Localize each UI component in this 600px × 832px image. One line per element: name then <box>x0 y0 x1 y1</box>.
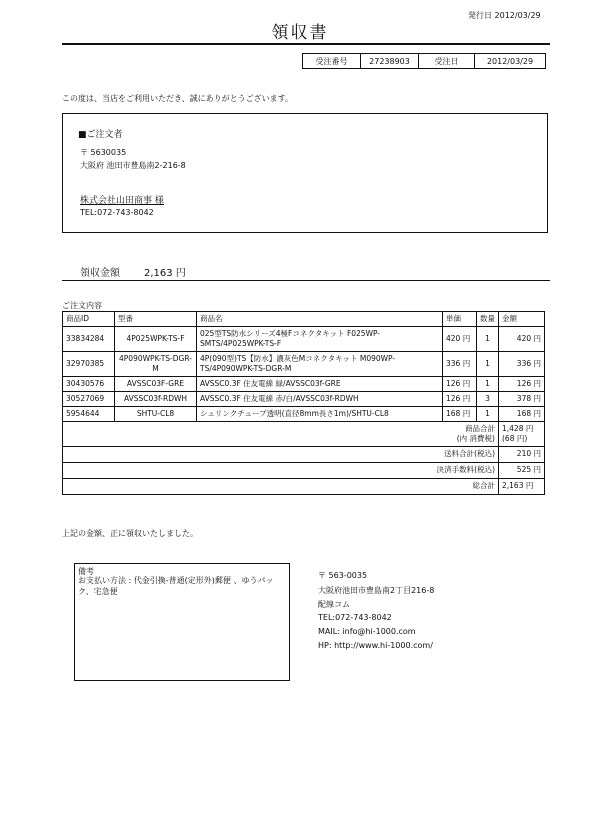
notes-text: お支払い方法 : 代金引換-普通(定形外)郵便 、ゆうパック、宅急便 <box>78 576 274 596</box>
shop-name: 配線コム <box>318 600 350 609</box>
row-model: SHTU-CL8 <box>115 407 197 422</box>
order-info-box <box>302 53 546 69</box>
table-row <box>63 377 545 392</box>
header-product-id: 商品ID <box>63 312 115 327</box>
row-unit-price: 126 円 <box>443 392 477 407</box>
amount-value: 2,163 円 <box>144 268 186 279</box>
row-model: 4P090WPK-TS-DGR-M <box>115 352 197 377</box>
payment-fee-value: 525 円 <box>499 463 545 479</box>
shipping-row <box>63 447 545 463</box>
total-row <box>63 479 545 495</box>
header-quantity: 数量 <box>477 312 499 327</box>
greeting-text: この度は、当店をご利用いただき、誠にありがとうございます。 <box>62 94 294 103</box>
customer-heading: ■ご注文者 <box>78 130 123 140</box>
subtotal-label: 商品合計 <box>465 423 495 433</box>
row-amount: 126 円 <box>499 377 545 392</box>
order-number-label: 受注番号 <box>303 54 361 68</box>
row-quantity: 3 <box>477 392 499 407</box>
shop-address: 大阪府池田市豊島南2丁目216-8 <box>318 586 435 595</box>
row-unit-price: 420 円 <box>443 327 477 352</box>
row-product-id: 5954644 <box>63 407 115 422</box>
row-quantity: 1 <box>477 352 499 377</box>
row-product-id: 30430576 <box>63 377 115 392</box>
order-date: 2012/03/29 <box>486 56 534 66</box>
row-product-id: 30527069 <box>63 392 115 407</box>
row-amount: 168 円 <box>499 407 545 422</box>
row-quantity: 1 <box>477 327 499 352</box>
tax-value: (68 円) <box>502 434 528 443</box>
header-unit-price: 単価 <box>443 312 477 327</box>
total-value: 2,163 円 <box>499 479 545 495</box>
document-title: 領収書 <box>271 23 329 43</box>
row-model: 4P025WPK-TS-F <box>115 327 197 352</box>
customer-name: 株式会社山田商事 様 <box>80 196 164 206</box>
row-product-name: 4P(090型)TS【防水】濃灰色Mコネクタキット M090WP-TS/4P090WPK-TS-DGR-M <box>197 352 443 377</box>
table-row <box>63 327 545 352</box>
order-number: 27238903 <box>361 54 419 68</box>
title-divider <box>62 43 550 45</box>
header-amount: 金額 <box>499 312 545 327</box>
subtotal-value: 1,428 円 <box>502 423 534 433</box>
row-product-name: シュリンクチューブ透明(直径8mm長さ1m)/SHTU-CL8 <box>197 407 443 422</box>
row-model: AVSSC03f-RDWH <box>115 392 197 407</box>
row-amount: 336 円 <box>499 352 545 377</box>
table-row <box>63 352 545 377</box>
shop-mail: MAIL: info@hi-1000.com <box>318 627 416 636</box>
row-amount: 420 円 <box>499 327 545 352</box>
tax-included-label: (内 消費税) <box>456 434 495 443</box>
shop-homepage: HP: http://www.hi-1000.com/ <box>318 641 433 650</box>
subtotal-row <box>63 422 545 447</box>
table-row <box>63 392 545 407</box>
issue-date: 発行日 2012/03/29 <box>468 11 541 20</box>
row-product-name: AVSSC0.3F 住友電線 緑/AVSSC03f-GRE <box>197 377 443 392</box>
payment-fee-label: 決済手数料(税込) <box>63 463 499 479</box>
row-unit-price: 168 円 <box>443 407 477 422</box>
row-product-name: 025型TS防水シリーズ4極Fコネクタキット F025WP-SMTS/4P025WPK-TS-F <box>197 327 443 352</box>
row-model: AVSSC03F-GRE <box>115 377 197 392</box>
subtotal-value-cell <box>499 422 545 447</box>
shop-tel: TEL:072-743-8042 <box>318 613 392 622</box>
amount-label: 領収金額 <box>80 268 120 279</box>
table-header-row <box>63 312 545 327</box>
row-product-name: AVSSC0.3F 住友電線 赤/白/AVSSC03f-RDWH <box>197 392 443 407</box>
payment-fee-row <box>63 463 545 479</box>
customer-tel: TEL:072-743-8042 <box>80 208 154 217</box>
shipping-value: 210 円 <box>499 447 545 463</box>
items-heading: ご注文内容 <box>62 301 102 310</box>
row-product-id: 33834284 <box>63 327 115 352</box>
row-quantity: 1 <box>477 407 499 422</box>
received-text: 上記の金額、正に領収いたしました。 <box>62 529 198 538</box>
notes-heading: 備考 <box>78 567 94 576</box>
customer-postal-code: 〒 5630035 <box>80 148 127 157</box>
table-row <box>63 407 545 422</box>
total-label: 総合計 <box>63 479 499 495</box>
row-product-id: 32970385 <box>63 352 115 377</box>
shipping-label: 送料合計(税込) <box>63 447 499 463</box>
row-unit-price: 336 円 <box>443 352 477 377</box>
items-table <box>62 311 545 495</box>
subtotal-label-cell <box>63 422 499 447</box>
amount-divider <box>62 280 550 281</box>
header-product-name: 商品名 <box>197 312 443 327</box>
shop-postal-code: 〒 563-0035 <box>318 571 368 580</box>
row-amount: 378 円 <box>499 392 545 407</box>
customer-address: 大阪府 池田市豊島南2-216-8 <box>80 161 186 170</box>
row-quantity: 1 <box>477 377 499 392</box>
row-unit-price: 126 円 <box>443 377 477 392</box>
header-model: 型番 <box>115 312 197 327</box>
order-date-label: 受注日 <box>419 54 475 68</box>
